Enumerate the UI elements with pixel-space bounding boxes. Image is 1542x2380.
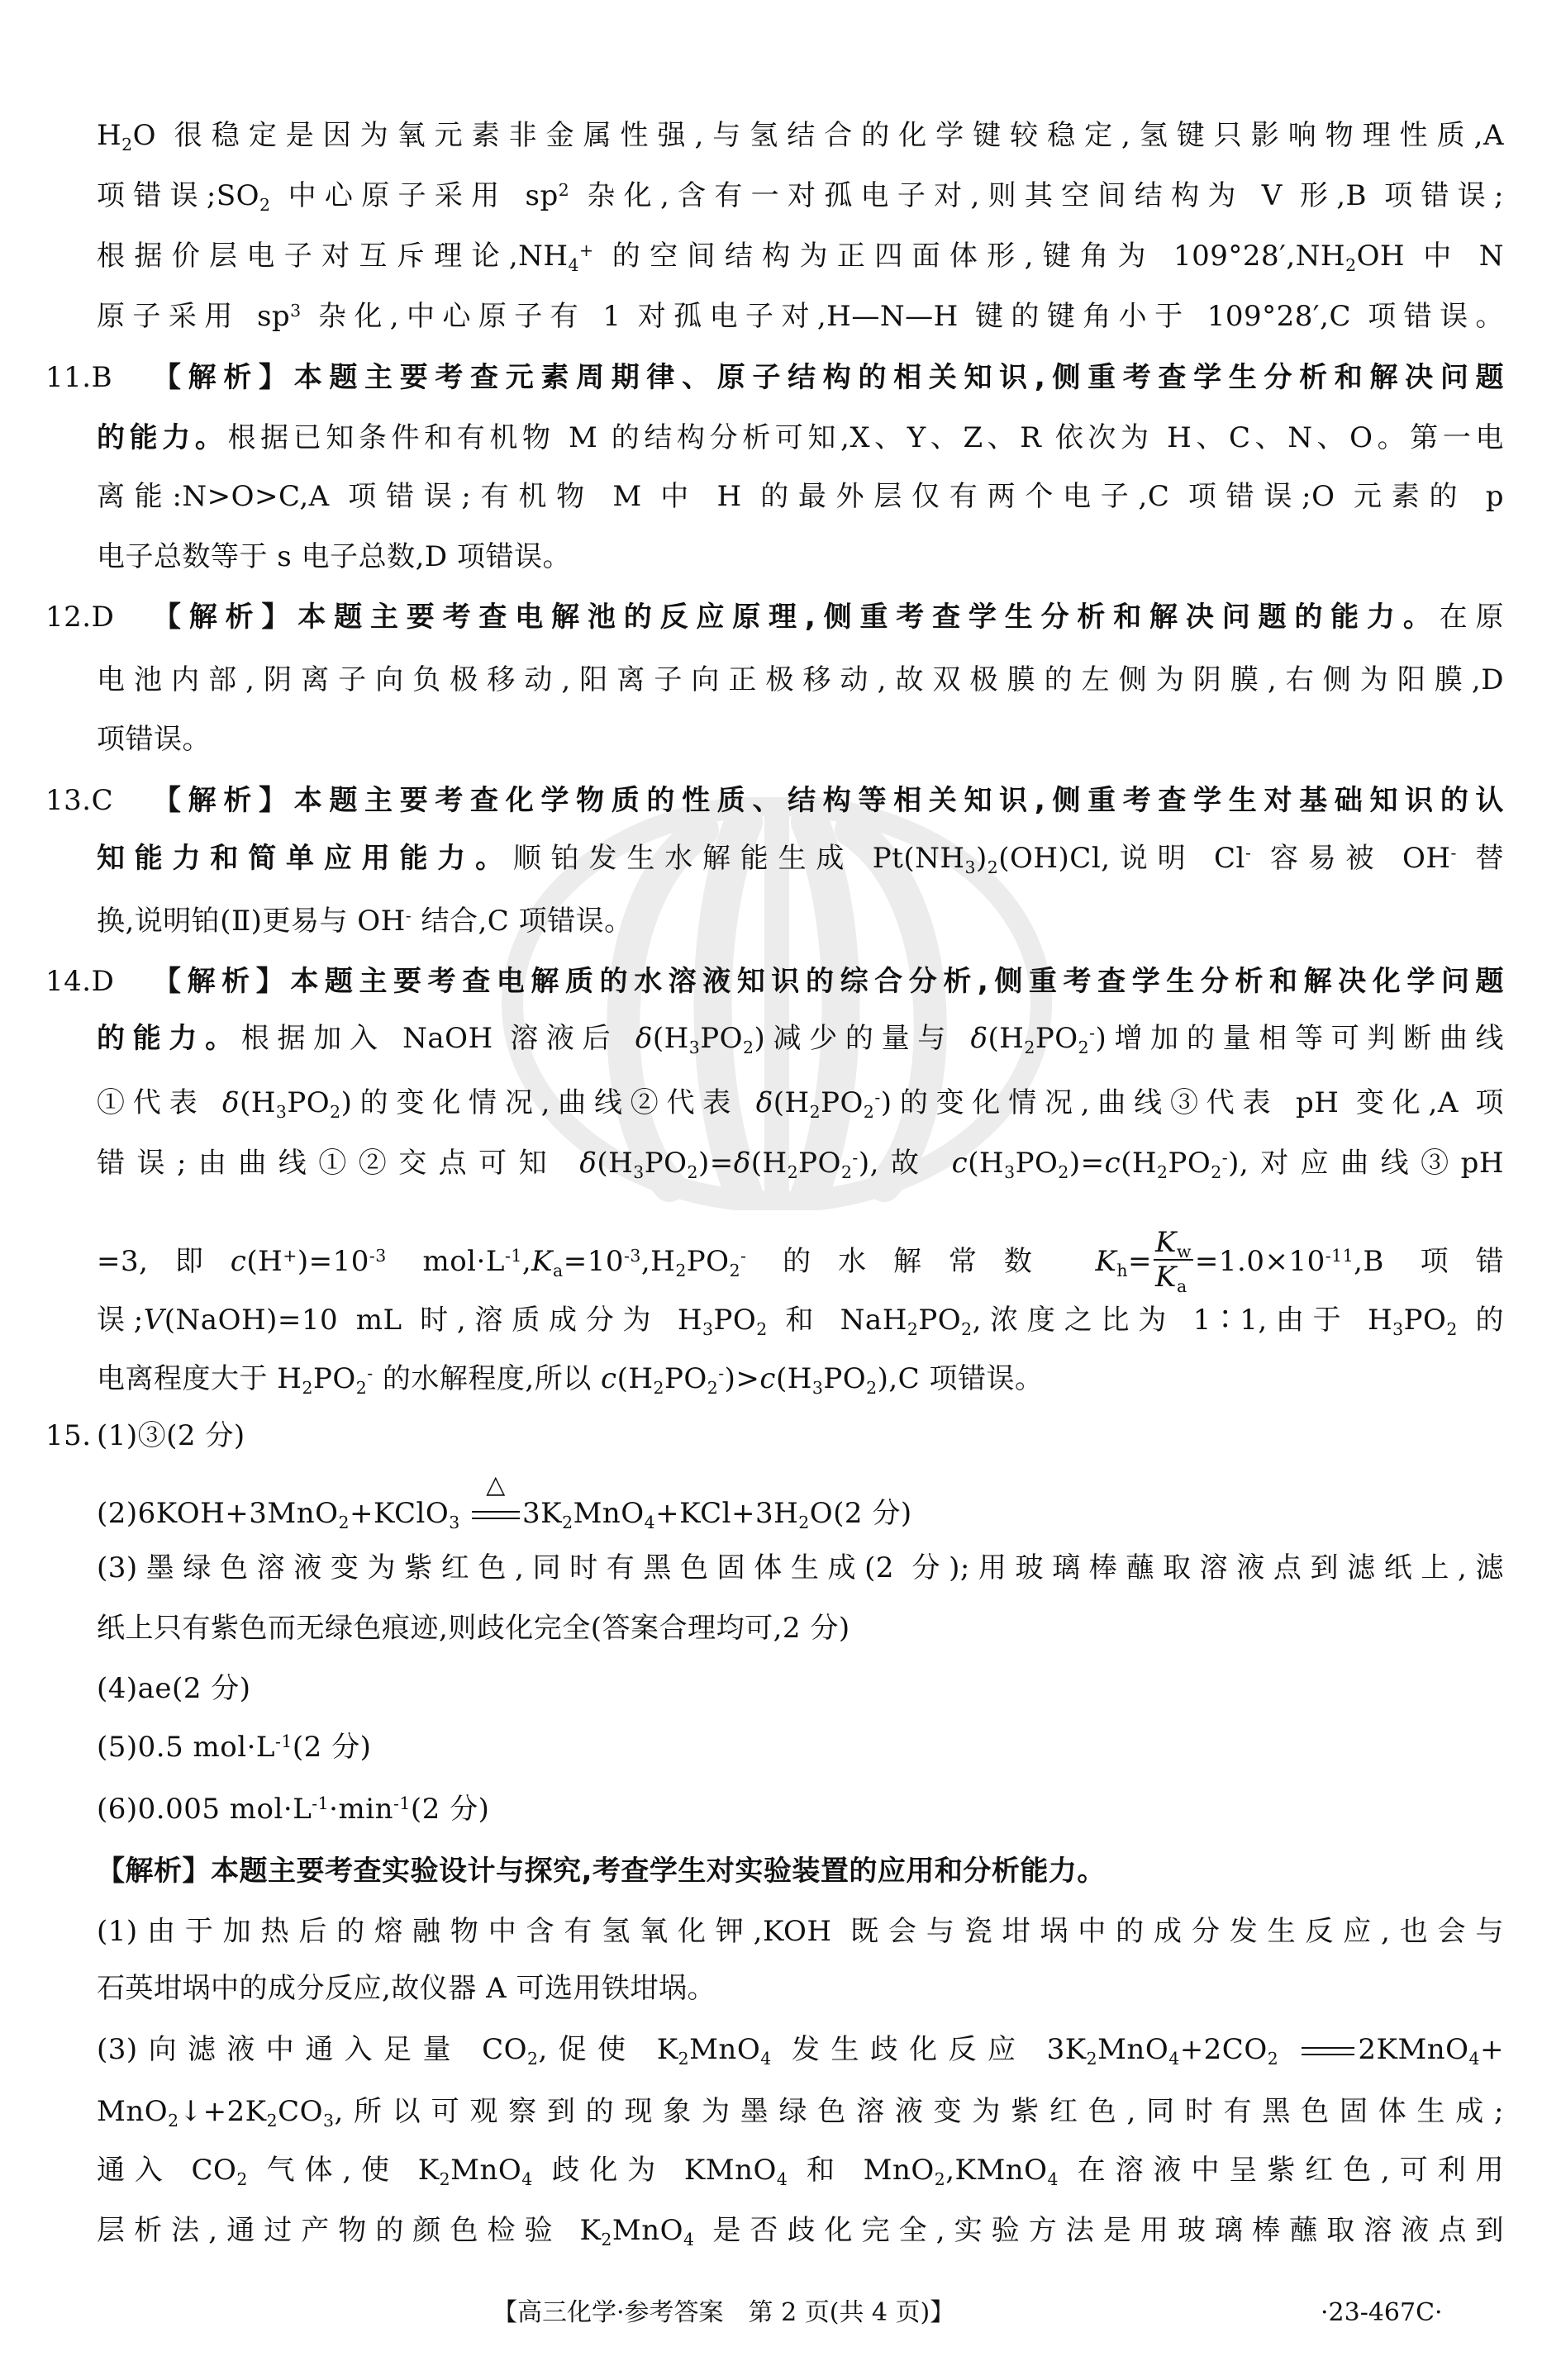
text-line — [97, 1731, 1504, 1764]
text-line — [97, 1147, 1504, 1183]
answer-item-line — [45, 965, 1504, 998]
line-text: 【解析】本题主要考查元素周期律、原子结构的相关知识,侧重考查学生分析和解决问题 — [153, 361, 1504, 394]
line-text: 错误;由曲线①②交点可知 $\delta(H_3PO_2)=\delta(H_2PO_2^-)$,故 $c(H_3PO_2)=c(H_2PO_2^-)$,对应曲线③pH — [97, 1147, 1504, 1183]
text-line — [97, 2033, 1505, 2069]
line-text: 【解析】本题主要考查化学物质的性质、结构等相关知识,侧重考查学生对基础知识的认 — [153, 784, 1504, 817]
question-number: 14.D — [45, 965, 115, 998]
line-text: (5)0.5 $mol\cdot L^{-1}(2$ 分) — [97, 1731, 372, 1764]
line-text: 项错误$;SO_2$ 中心原子采用 $sp^2$ 杂化,含有一对孤电子对,则其空间结构为 V 形,B 项错误; — [97, 179, 1504, 216]
answer-item-line — [45, 784, 1504, 817]
text-line — [97, 1226, 1504, 1297]
answer-item-line — [45, 1419, 1504, 1452]
line-text: 电离程度大于 $H_2PO_2^-$ 的水解程度,所以 $c(H_2PO_2^-)>c(H_3PO_2),C$ 项错误。 — [97, 1362, 1044, 1399]
text-line — [97, 1855, 1504, 1888]
question-number: 15. — [45, 1419, 92, 1452]
text-line — [97, 1086, 1504, 1123]
line-text: (6)0.005 $mol\cdot L^{-1}\cdot\min^{-1}(2$ 分) — [97, 1793, 490, 1826]
question-number: 11.B — [45, 361, 113, 394]
line-text: (4)ae(2 分) — [97, 1672, 251, 1705]
text-line — [97, 240, 1504, 276]
line-text: 的能力。根据加入 NaOH 溶液后 $\delta(H_3PO_2)$减少的量与 $\delta(H_2PO_2^-)$增加的量相等可判断曲线 — [97, 1022, 1505, 1058]
line-text: 【解析】本题主要考查电解质的水溶液知识的综合分析,侧重考查学生分析和解决化学问题 — [153, 965, 1504, 998]
footer-page-code: ·23-467C· — [1321, 2298, 1443, 2327]
line-text: $H_2O$ 很稳定是因为氧元素非金属性强,与氢结合的化学键较稳定,氢键只影响物理性质,A — [97, 119, 1504, 155]
line-text: (2)6KOH+3MnO$_2$+KClO$_3$ △ $3K_2MnO_4+KCl+3H_2O(2$ 分) — [97, 1470, 912, 1533]
line-text: 电子总数等于 s 电子总数,D 项错误。 — [97, 540, 571, 573]
line-text: 项错误。 — [97, 723, 211, 756]
line-text: 石英坩埚中的成分反应,故仪器 A 可选用铁坩埚。 — [97, 1972, 716, 2005]
text-line — [97, 905, 1504, 938]
line-text: 原子采用 $sp^3$ 杂化,中心原子有 1 对孤电子对,H—N—H 键的键角小于 109°28′,C 项错误。 — [97, 300, 1504, 333]
text-line — [97, 842, 1505, 878]
line-text: 的能力。根据已知条件和有机物 M 的结构分析可知,X、Y、Z、R 依次为 H、C、N、O。第一电 — [97, 421, 1504, 454]
text-line — [97, 1793, 1504, 1826]
answer-item-line — [45, 361, 1504, 394]
question-number: 12.D — [45, 601, 115, 634]
line-text: 根据价层电子对互斥理论$,NH_4^+$ 的空间结构为正四面体形,键角为 $109^\circ 28',NH_2OH$ 中 N — [97, 240, 1504, 276]
text-line — [97, 540, 1504, 573]
text-line — [97, 1612, 1504, 1645]
text-line — [97, 480, 1504, 513]
text-line — [97, 2214, 1505, 2250]
text-line — [97, 421, 1504, 454]
text-line — [97, 1551, 1504, 1584]
line-text: 离能:N>O>C,A 项错误;有机物 M 中 H 的最外层仅有两个电子,C 项错误;O 元素的 p — [97, 480, 1504, 513]
text-line — [97, 663, 1504, 696]
line-text: 通入 $CO_2$ 气体,使 $K_2MnO_4$ 歧化为 KMnO$_4$ 和 MnO$_2$,KMnO$_4$ 在溶液中呈紫红色,可利用 — [97, 2154, 1505, 2190]
line-text: 电池内部,阴离子向负极移动,阳离子向正极移动,故双极膜的左侧为阴膜,右侧为阳膜,D — [97, 663, 1504, 696]
text-line — [97, 2095, 1504, 2131]
text-line — [97, 2154, 1505, 2190]
answer-item-line — [45, 601, 1504, 634]
line-text: =3,即$c(H^+)=10^{-3}$ $mol\cdot L^{-1},K_a=10^{-3},H_2PO_2^-$ 的水解常数 $K_h=$ $\frac{K_w}{K_a}$ $=1.0\times 10^{-11},B$ 项错 — [97, 1226, 1504, 1297]
text-line — [97, 1304, 1504, 1340]
line-text: (1)③(2 分) — [97, 1419, 245, 1452]
text-line — [97, 1362, 1504, 1399]
line-text: (1)由于加热后的熔融物中含有氢氧化钾,KOH 既会与瓷坩埚中的成分发生反应,也会与 — [97, 1915, 1504, 1948]
line-text: (3)向滤液中通入足量 $CO_2$,促使 $K_2MnO_4$ 发生歧化反应 $3K_2MnO_4+2CO_2$ 2KMnO$_4$+ — [97, 2033, 1505, 2069]
text-line — [97, 179, 1504, 216]
line-text: ①代表 $\delta(H_3PO_2)$的变化情况,曲线②代表 $\delta(H_2PO_2^-)$的变化情况,曲线③代表 pH 变化,A 项 — [97, 1086, 1504, 1123]
reaction-equals-sign-icon — [1302, 2047, 1354, 2055]
line-text: 层析法,通过产物的颜色检验 $K_2MnO_4$ 是否歧化完全,实验方法是用玻璃棒蘸取溶液点到 — [97, 2214, 1505, 2250]
text-line — [97, 119, 1504, 155]
text-line — [97, 1915, 1504, 1948]
line-text: 知能力和简单应用能力。顺铂发生水解能生成 $Pt(NH_3)_2(OH)Cl$,说明 Cl- 容易被 OH- 替 — [97, 842, 1505, 878]
fraction: $\frac{K_w}{K_a}$ — [1155, 1226, 1192, 1297]
heating-equals-sign-icon: △ — [469, 1497, 522, 1530]
question-number: 13.C — [45, 784, 114, 817]
line-text: 【解析】本题主要考查实验设计与探究,考查学生对实验装置的应用和分析能力。 — [97, 1855, 1106, 1888]
line-text: (3)墨绿色溶液变为紫红色,同时有黑色固体生成(2 分);用玻璃棒蘸取溶液点到滤纸上,滤 — [97, 1551, 1504, 1584]
line-text: $MnO_2↓+2K_2CO_3$,所以可观察到的现象为墨绿色溶液变为紫红色,同时有黑色固体生成; — [97, 2095, 1504, 2131]
text-line — [97, 1972, 1504, 2005]
text-line — [97, 1022, 1505, 1058]
line-text: 【解析】本题主要考查电解池的反应原理,侧重考查学生分析和解决问题的能力。在原 — [153, 601, 1504, 634]
line-text: 换,说明铂(Ⅱ)更易与 OH- 结合,C 项错误。 — [97, 905, 633, 938]
line-text: 纸上只有紫色而无绿色痕迹,则歧化完全(答案合理均可,2 分) — [97, 1612, 850, 1645]
text-line — [97, 1672, 1504, 1705]
text-line — [97, 300, 1504, 333]
text-line — [97, 1470, 1504, 1533]
text-line — [97, 723, 1504, 756]
line-text: 误;V(NaOH)=10 mL 时,溶质成分为 $H_3PO_2$ 和 $NaH_2PO_2$,浓度之比为 1∶1,由于 $H_3PO_2$ 的 — [97, 1304, 1504, 1340]
footer-page-title: 【高三化学·参考答案 第 2 页(共 4 页)】 — [493, 2298, 955, 2327]
